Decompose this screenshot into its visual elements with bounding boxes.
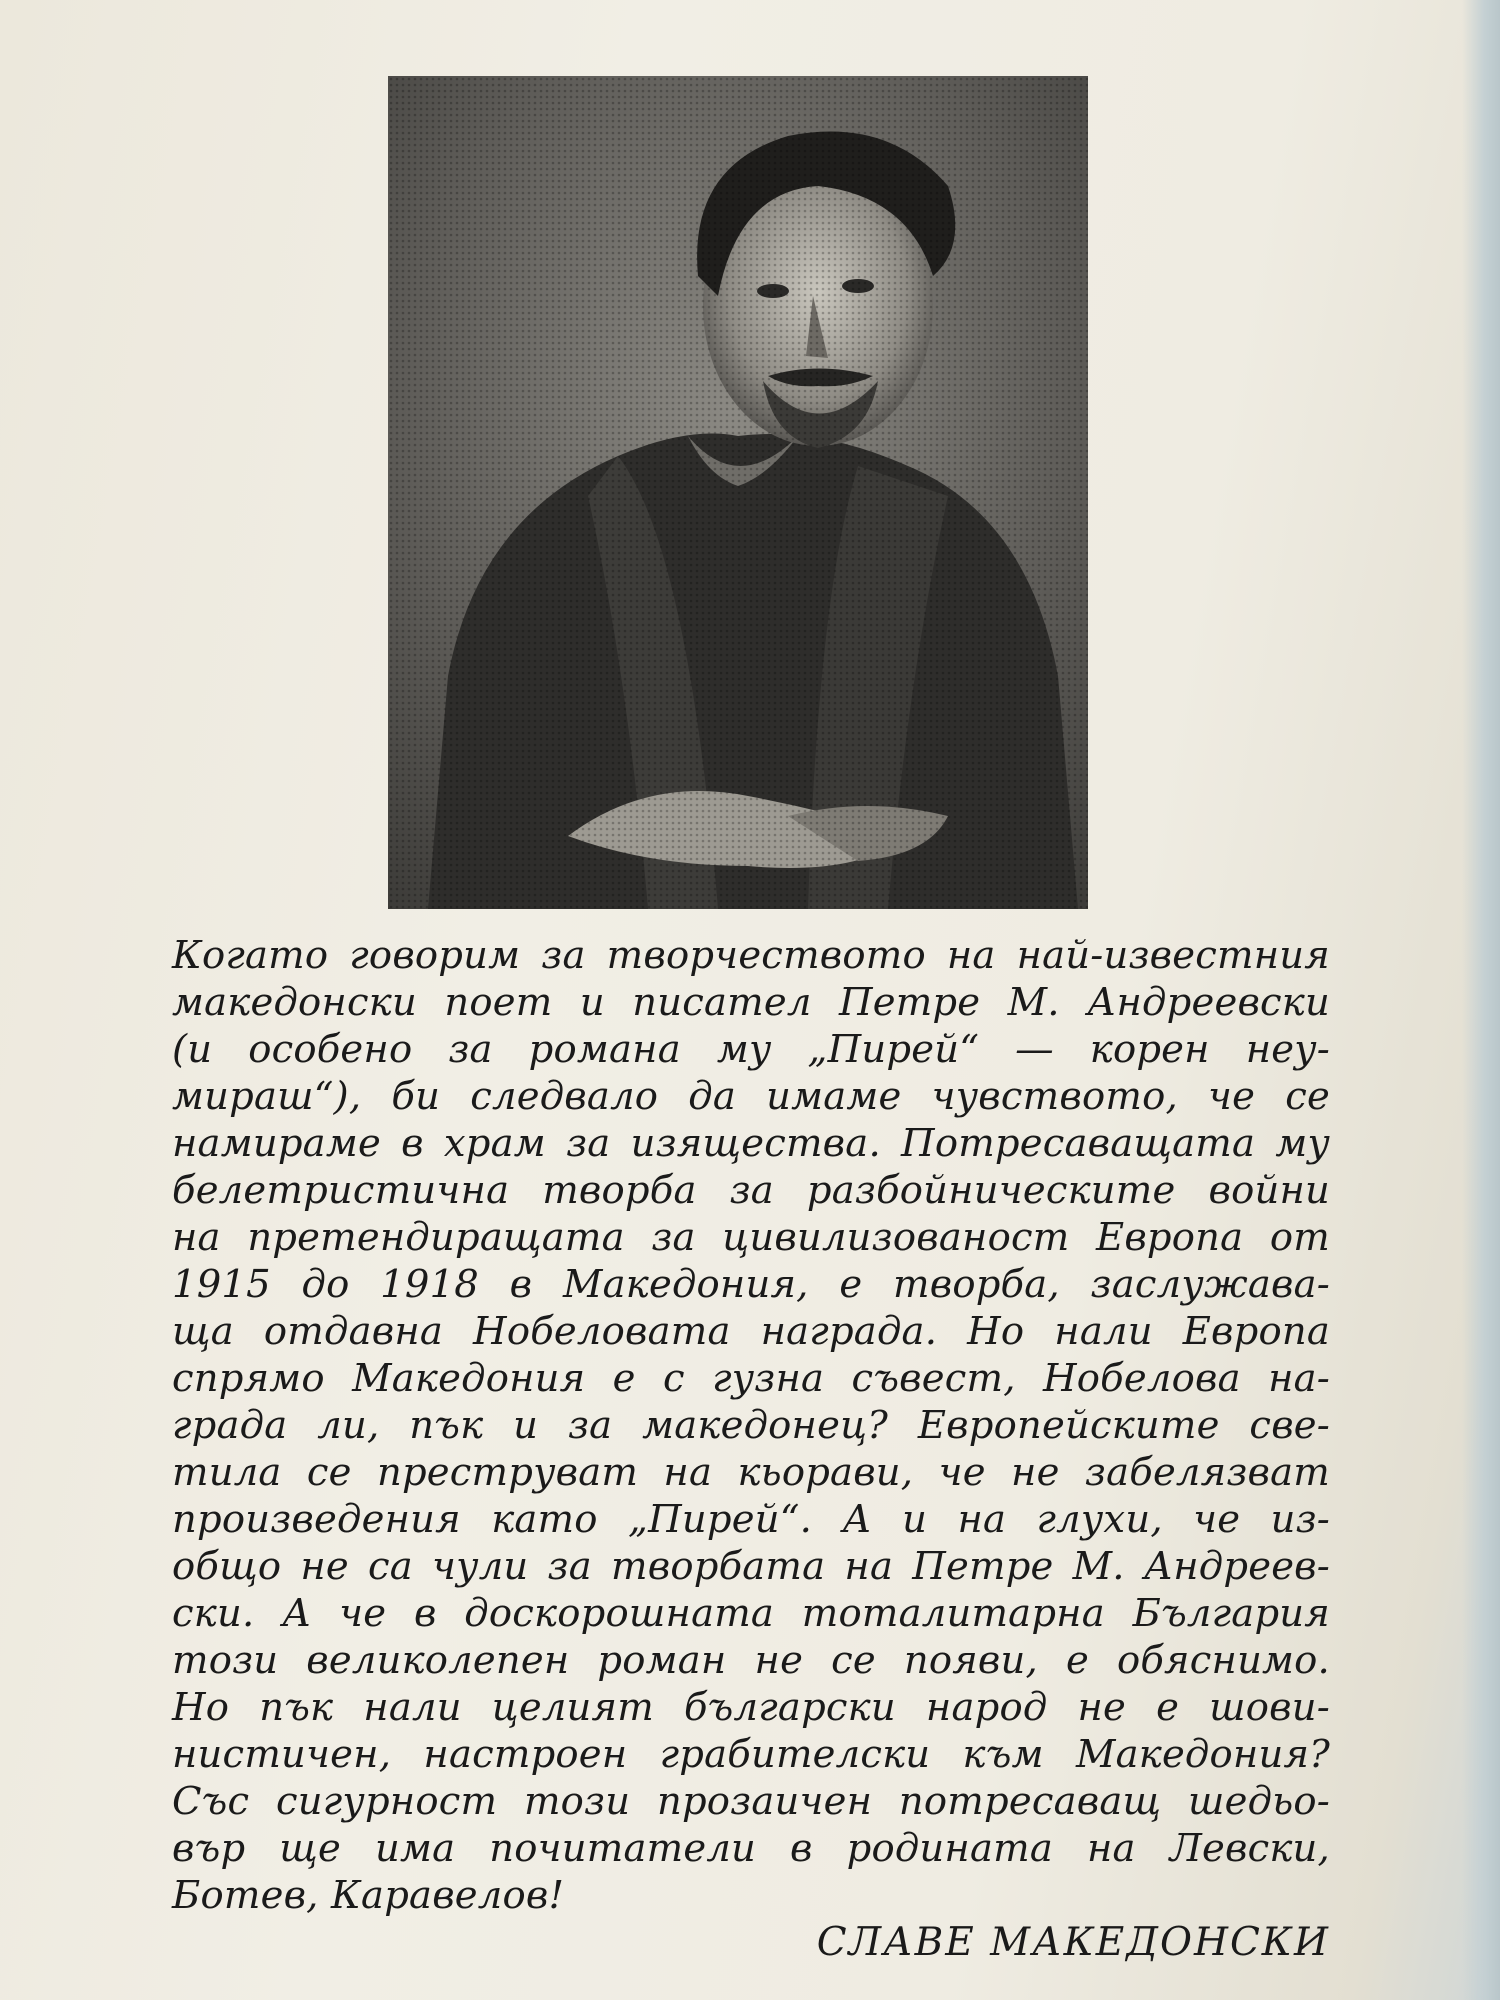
text-line: тила се преструват на кьорави, че не забелязват xyxy=(172,1450,1330,1495)
author-portrait-photo xyxy=(388,76,1088,909)
text-line: произведения като „Пирей“. А и на глухи, че из- xyxy=(172,1497,1330,1542)
text-line: този великолепен роман не се появи, е обяснимо. xyxy=(172,1638,1330,1683)
text-line: Със сигурност този прозаичен потресаващ шедьо- xyxy=(172,1779,1330,1824)
text-line: белетристична творба за разбойническите войни xyxy=(172,1168,1330,1213)
text-line: мираш“), би следвало да имаме чувството, че се xyxy=(172,1074,1330,1119)
text-line: (и особено за романа му „Пирей“ — корен неу- xyxy=(172,1027,1330,1072)
author-signature: СЛАВЕ МАКЕДОНСКИ xyxy=(816,1920,1330,1965)
text-line: на претендиращата за цивилизованост Европа от xyxy=(172,1215,1330,1260)
page-edge xyxy=(1462,0,1500,2000)
text-line: спрямо Македония е с гузна съвест, Нобелова на- xyxy=(172,1356,1330,1401)
text-line: намираме в храм за изящества. Потресаващата му xyxy=(172,1121,1330,1166)
text-line: македонски поет и писател Петре М. Андреевски xyxy=(172,980,1330,1025)
text-line: Ботев, Каравелов! xyxy=(172,1873,565,1918)
text-line: Когато говорим за творчеството на най-известния xyxy=(172,933,1330,978)
text-line: нистичен, настроен грабителски към Македония? xyxy=(172,1732,1330,1777)
text-line: ски. А че в доскорошната тоталитарна България xyxy=(172,1591,1330,1636)
text-line: ща отдавна Нобеловата награда. Но нали Европа xyxy=(172,1309,1330,1354)
text-line: вър ще има почитатели в родината на Левски, xyxy=(172,1826,1330,1871)
text-line: Но пък нали целият български народ не е шови- xyxy=(172,1685,1330,1730)
text-line: града ли, пък и за македонец? Европейските све- xyxy=(172,1403,1330,1448)
annotation-text xyxy=(172,932,1330,1919)
text-line: 1915 до 1918 в Македония, е творба, заслужава- xyxy=(172,1262,1330,1307)
text-line: общо не са чули за творбата на Петре М. Андреев- xyxy=(172,1544,1330,1589)
